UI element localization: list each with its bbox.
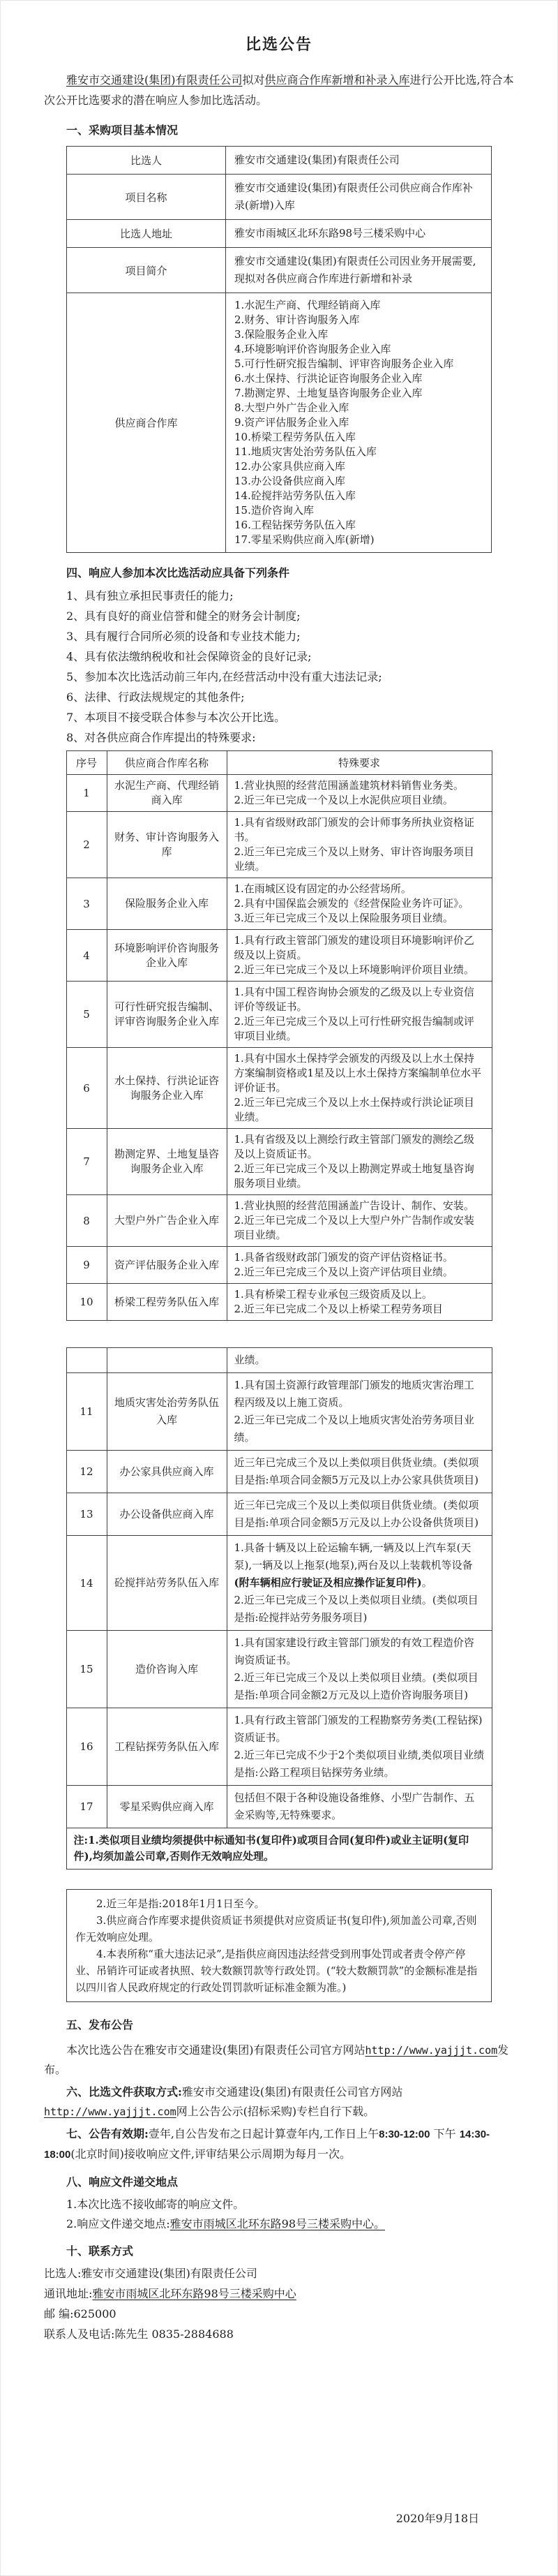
special-requirement-row: [66, 1129, 492, 1195]
morning-hours: 8:30-12:00: [379, 2129, 430, 2140]
page-title: 比选公告: [245, 36, 312, 54]
row-requirement-cell: [227, 1451, 492, 1493]
special-requirement-row: [66, 1493, 492, 1536]
row-seq-cell: 2: [66, 812, 107, 878]
special-requirement-row: [66, 1786, 492, 1828]
requirement-text: 1.营业执照的经营范围涵盖建筑材料销售业务类。: [234, 779, 464, 792]
row-seq-cell: 4: [66, 930, 107, 982]
library-list-item: 16.工程钻探劳务队伍入库: [234, 519, 356, 531]
page-break-gap: [44, 1870, 514, 1889]
library-list-item: 17.零星采购供应商入库(新增): [234, 533, 375, 546]
row-requirement-cell: [227, 775, 492, 812]
requirement-line: [234, 845, 485, 874]
row-requirement-cell: [227, 878, 492, 930]
section6-text-post: 网上公告公示(招标采购)专栏自行下载。: [176, 2105, 375, 2118]
requirement-text: 1.具有国家建设行政主管部门颁发的有效工程造价咨询资质证书。: [234, 1636, 474, 1666]
requirement-text: 2.近三年已完成三个及以上类似项目业绩。(类似项目是指:砼搅拌站劳务服务项目): [234, 1594, 478, 1624]
header-special-requirement: 特殊要求: [227, 751, 492, 775]
requirement-text: 1.具有国土资源行政管理部门颁发的地质灾害治理工程丙级及以上施工资质。: [234, 1379, 474, 1409]
intro-mid-text: 拟对: [242, 73, 265, 87]
requirement-line: [234, 1789, 485, 1824]
library-list-item: 1.水泥生产商、代理经销商入库: [234, 299, 381, 311]
boxed-note-item: 2.近三年是指:2018年1月1日至今。: [96, 1897, 265, 1910]
row-value-address: 雅安市雨城区北环东路98号三楼采购中心: [226, 220, 492, 248]
condition-item: 6、法律、行政法规规定的其他条件;: [66, 690, 245, 704]
row-library-name-cell: 大型户外广告企业入库: [107, 1195, 227, 1247]
contact-address-label: 通讯地址:: [44, 2287, 93, 2300]
special-requirements-table-part1: [66, 750, 492, 1321]
condition-item: 5、参加本次比选活动前三年内,在经营活动中没有重大违法记录;: [66, 670, 382, 683]
row-requirement-cell: [227, 1373, 492, 1451]
requirement-text: 。: [421, 1576, 432, 1589]
row-requirement-cell: [227, 1493, 492, 1536]
row-seq-cell: 3: [66, 878, 107, 930]
special-requirement-row: [66, 812, 492, 878]
requirement-line: [234, 1095, 485, 1125]
condition-item: 8、对各供应商合作库提出的特殊要求:: [66, 731, 256, 744]
contact-address-line: [44, 2284, 514, 2303]
contact-bidder-line: [44, 2264, 514, 2283]
special-requirement-row: [66, 930, 492, 982]
requirement-line: [234, 963, 485, 977]
row-label-address: 比选人地址: [67, 220, 226, 248]
boxed-note-item: 4.本表所称“重大违法记录”,是指供应商因违法经营受到刑事处罚或者责令停产停业、吊销许可证或者执照、较大数额罚款等行政处罚。(“较大数额罚款”的金额标准是指以四川省人民政府规定的行政处罚罚款听证标准金额为准。): [75, 1948, 478, 1994]
library-list-item: 4.环境影响评价咨询服务企业入库: [234, 343, 391, 355]
row-value-project-name: 雅安市交通建设(集团)有限责任公司供应商合作库补录(新增)入库: [226, 175, 492, 220]
row-value-project-intro: 雅安市交通建设(集团)有限责任公司因业务开展需要,现拟对各供应商合作库进行新增和补录: [226, 248, 492, 293]
library-list-item: 10.桥梁工程劳务队伍入库: [234, 431, 356, 443]
website-link[interactable]: http://www.yajjjt.com: [365, 2044, 498, 2057]
requirement-line: [234, 896, 485, 911]
table-header-row: [66, 751, 492, 775]
section6-paragraph: [44, 2082, 514, 2122]
requirement-text: 2.近三年已完成二个及以上地质灾害处治劳务项目业绩。: [234, 1414, 474, 1444]
page-break-gap: [44, 1321, 514, 1345]
contact-zip-value: 625000: [73, 2307, 116, 2320]
row-requirement-cell: [227, 1536, 492, 1631]
afternoon-hours: 14:30-18:00: [44, 2129, 490, 2161]
requirement-text: 1.在雨城区设有固定的办公经营场所。: [234, 882, 412, 895]
table-row: [67, 147, 492, 175]
submission-address-line: [44, 2214, 514, 2234]
special-requirement-row: [66, 1536, 492, 1631]
requirement-text: 2.近三年已完成三个及以上财务、审计咨询服务项目业绩。: [234, 845, 474, 873]
basic-info-table: [66, 146, 492, 553]
table-note-row: [66, 1828, 492, 1870]
header-library-name: 供应商合作库名称: [107, 751, 227, 775]
requirement-line: [234, 1497, 485, 1532]
row-requirement-cell: [227, 1129, 492, 1195]
row-library-name-cell: 水泥生产商、代理经销商入库: [107, 775, 227, 812]
row-seq-cell: 11: [66, 1373, 107, 1451]
row-library-name-cell: 水土保持、行洪论证咨询服务企业入库: [107, 1048, 227, 1129]
boxed-note-item: 3.供应商合作库要求提供资质证书须提供对应资质证书(复印件),须加盖公司章,否则作无效响应处理。: [75, 1914, 477, 1944]
section7-text-1: 壹年,自公告发布之日起计算壹年内,工作日上午: [148, 2127, 379, 2140]
library-list-item: 3.保险服务企业入库: [234, 328, 329, 341]
requirement-text: 2.近三年已完成一个及以上水泥供应项目业绩。: [234, 794, 453, 806]
row-library-name-cell: 办公家具供应商入库: [107, 1451, 227, 1493]
condition-item: 7、本项目不接受联合体参与本次公开比选。: [66, 711, 286, 724]
special-requirement-row: [66, 982, 492, 1048]
row-library-name-cell: 地质灾害处治劳务队伍入库: [107, 1373, 227, 1451]
section5-text: 本次比选公告在雅安市交通建设(集团)有限责任公司官方网站: [66, 2043, 365, 2057]
requirement-text: 2.近三年已完成三个及以上可行性研究报告编制或评审项目业绩。: [234, 1015, 474, 1042]
requirement-line: [234, 911, 485, 926]
row-seq-cell: 5: [66, 982, 107, 1048]
row-library-name-cell: 零星采购供应商入库: [107, 1786, 227, 1828]
row-library-name-cell: 砼搅拌站劳务队伍入库: [107, 1536, 227, 1631]
row-label-project-name: 项目名称: [67, 175, 226, 220]
library-list-item: 13.办公设备供应商入库: [234, 475, 345, 487]
row-seq-cell: 7: [66, 1129, 107, 1195]
section5-paragraph: [44, 2041, 514, 2080]
requirement-text: 2.近三年已完成三个及以上环境影响评价项目业绩。: [234, 963, 474, 976]
row-library-name-cell: 保险服务企业入库: [107, 878, 227, 930]
special-requirement-row: [66, 1048, 492, 1129]
contact-bidder-value: 雅安市交通建设(集团)有限责任公司: [81, 2267, 257, 2280]
row-requirement-cell: [227, 982, 492, 1048]
requirement-text: 业绩。: [234, 1354, 266, 1366]
requirement-text: 3.近三年已完成三个及以上保险服务项目业绩。: [234, 912, 453, 924]
requirement-line: [234, 985, 485, 1014]
section7-paragraph: [44, 2124, 514, 2165]
requirement-line: [234, 1162, 485, 1191]
requirement-text: 2.具有中国保监会颁发的《经营保险业务许可证》。: [234, 897, 469, 910]
requirement-text: (附车辆相应行驶证及相应操作证复印件): [234, 1576, 422, 1589]
library-list-item: 14.砼搅拌站劳务队伍入库: [234, 489, 356, 502]
row-requirement-cell: [227, 1786, 492, 1828]
requirement-text: 1.具有中国工程咨询协会颁发的乙级及以上专业资信评价等级证书。: [234, 986, 474, 1013]
special-requirement-row: [66, 1451, 492, 1493]
website-link[interactable]: http://www.yajjjt.com: [44, 2105, 176, 2118]
requirement-text: 2.近三年已完成三个及以上水土保持或行洪论证项目业绩。: [234, 1096, 474, 1123]
row-requirement-cell: [227, 1631, 492, 1708]
condition-item: 1、具有独立承担民事责任的能力;: [66, 589, 234, 602]
row-seq-cell: 14: [66, 1536, 107, 1631]
requirement-line: [234, 1132, 485, 1162]
special-requirement-row: [66, 1247, 492, 1284]
requirement-line: [234, 1213, 485, 1243]
requirement-line: [234, 1669, 485, 1704]
requirement-line: [234, 1302, 485, 1317]
requirement-line: [234, 1352, 485, 1369]
requirement-text: 1.具有行政主管部门颁发的建设项目环境影响评价乙级及以上资质。: [234, 934, 474, 961]
special-requirement-row: [66, 1348, 492, 1373]
requirement-line: [234, 1377, 485, 1412]
special-requirement-row: [66, 1195, 492, 1247]
special-requirements-table-part2: [66, 1347, 492, 1870]
requirement-text: 1.具有省级及以上测绘行政主管部门颁发的测绘乙级及以上资质证书。: [234, 1133, 474, 1160]
requirement-line: [234, 1539, 485, 1592]
requirement-text: 2.近三年已完成二个及以上桥梁工程劳务项目: [234, 1303, 443, 1315]
requirement-text: 近三年已完成三个及以上类似项目供货业绩。(类似项目是指:单项合同金额5万元及以上办公家具供货项目): [234, 1456, 479, 1486]
submission-note: 1.本次比选不接收邮寄的响应文件。: [66, 2198, 245, 2211]
conditions-list: [44, 589, 514, 745]
row-seq-cell: 9: [66, 1247, 107, 1284]
row-label-project-intro: 项目简介: [67, 248, 226, 293]
requirement-line: [234, 1287, 485, 1302]
table-row: [67, 248, 492, 293]
requirement-line: [234, 1265, 485, 1280]
requirement-text: 1.具备十辆及以上砼运输车辆,一辆及以上汽车泵(天泵),一辆及以上拖泵(地泵),两台及以上装载机等设备: [234, 1541, 473, 1571]
row-seq-cell: 1: [66, 775, 107, 812]
library-list-item: 5.可行性研究报告编制、评审咨询服务企业入库: [234, 357, 454, 370]
section10-heading: 十、联系方式: [66, 2244, 134, 2258]
requirement-line: [234, 778, 485, 793]
requirement-line: [234, 933, 485, 963]
section6-heading: 六、比选文件获取方式:: [66, 2085, 182, 2098]
row-seq-cell: 8: [66, 1195, 107, 1247]
section8-heading: 八、响应文件递交地点: [66, 2175, 179, 2189]
row-library-name-cell: 工程钻探劳务队伍入库: [107, 1708, 227, 1786]
row-seq-cell: 15: [66, 1631, 107, 1708]
intro-company-name: 雅安市交通建设(集团)有限责任公司: [66, 73, 243, 87]
row-seq-cell: 12: [66, 1451, 107, 1493]
section5-heading: 五、发布公告: [66, 2018, 134, 2031]
row-requirement-cell: [227, 1708, 492, 1786]
special-requirement-row: [66, 1708, 492, 1786]
row-label-bidder: 比选人: [67, 147, 226, 175]
row-seq-cell: 10: [66, 1284, 107, 1321]
requirement-text: 2.近三年已完成三个及以上类似项目业绩。(类似项目是指:单项合同金额2万元及以上造价咨询服务项目): [234, 1671, 478, 1701]
special-requirement-row: [66, 1284, 492, 1321]
library-list-item: 9.资产评估服务企业入库: [234, 416, 349, 429]
contact-bidder-label: 比选人:: [44, 2267, 82, 2280]
requirement-text: 2.近三年已完成二个及以上大型户外广告制作或安装项目业绩。: [234, 1214, 474, 1241]
row-library-name-cell: 环境影响评价咨询服务企业入库: [107, 930, 227, 982]
library-list-item: 2.财务、审计咨询服务入库: [234, 313, 360, 326]
row-requirement-cell: [227, 1048, 492, 1129]
table-row: [67, 220, 492, 248]
intro-paragraph: [44, 70, 514, 110]
submission-address: 雅安市雨城区北环东路98号三楼采购中心。: [169, 2217, 386, 2230]
requirement-line: [234, 793, 485, 808]
section4-heading: 四、响应人参加本次比选活动应具备下列条件: [66, 566, 290, 579]
submission-address-label: 2.响应文件递交地点:: [66, 2217, 170, 2230]
row-seq-cell: 6: [66, 1048, 107, 1129]
table-row: [67, 293, 492, 553]
announcement-date: 2020年9月18日: [395, 2512, 479, 2525]
intro-rest-text: 进行公开比选,符合本次公开比选要求的潜在响应人参加比选活动。: [44, 73, 514, 107]
requirement-text: 1.具有省级财政部门颁发的会计师事务所执业资格证书。: [234, 816, 474, 843]
requirement-line: [234, 1592, 485, 1627]
special-requirement-row: [66, 1631, 492, 1708]
header-seq: 序号: [66, 751, 107, 775]
library-list-item: 8.大型户外广告企业入库: [234, 401, 349, 414]
special-requirement-row: [66, 775, 492, 812]
requirement-line: [234, 1747, 485, 1782]
row-value-bidder: 雅安市交通建设(集团)有限责任公司: [226, 147, 492, 175]
requirement-text: 2.近三年已完成不少于2个类似项目业绩,类似项目业绩是指:公路工程项目钻探劳务业绩。: [234, 1749, 485, 1779]
contact-address-value: 雅安市雨城区北环东路98号三楼采购中心: [92, 2287, 296, 2300]
requirement-text: 2.近三年已完成三个及以上资产评估项目业绩。: [234, 1266, 453, 1278]
requirement-text: 1.具备省级财政部门颁发的资产评估资格证书。: [234, 1251, 453, 1264]
requirement-text: 近三年已完成三个及以上类似项目供货业绩。(类似项目是指:单项合同金额5万元及以上办公设备供货项目): [234, 1499, 479, 1529]
library-list-item: 12.办公家具供应商入库: [234, 460, 345, 473]
row-library-name-cell: 造价咨询入库: [107, 1631, 227, 1708]
supplier-library-list: [226, 293, 492, 553]
table-note-cell: 注:1.类似项目业绩均须提供中标通知书(复印件)或项目合同(复印件)或业主证明(复印件),均须加盖公司章,否则作无效响应处理。: [66, 1828, 492, 1870]
section6-text: 雅安市交通建设(集团)有限责任公司官方网站: [181, 2085, 403, 2098]
requirement-line: [234, 1051, 485, 1095]
row-requirement-cell: [227, 1247, 492, 1284]
contact-person-value: 陈先生 0835-2884688: [114, 2327, 234, 2341]
requirement-text: 包括但不限于各种设施设备维修、小型广告制作、五金采购等,无特殊要求。: [234, 1791, 475, 1821]
contact-person-line: [44, 2325, 514, 2344]
contact-zip-label: 邮 编:: [44, 2307, 74, 2320]
library-list-item: 11.地质灾害处治劳务队伍入库: [234, 445, 377, 458]
row-library-name-cell: 桥梁工程劳务队伍入库: [107, 1284, 227, 1321]
library-list-item: 15.造价咨询入库: [234, 504, 314, 517]
row-library-name-cell: 可行性研究报告编制、评审咨询服务企业入库: [107, 982, 227, 1048]
requirement-line: [234, 1412, 485, 1446]
row-requirement-cell: [227, 1284, 492, 1321]
row-library-name-cell: [107, 1348, 227, 1373]
library-list-item: 6.水土保持、行洪论证咨询服务企业入库: [234, 372, 423, 385]
requirement-text: 2.近三年已完成三个及以上勘测定界或土地复垦咨询服务项目业绩。: [234, 1162, 474, 1190]
table-row: [67, 175, 492, 220]
notes-box: [66, 1889, 492, 2002]
row-library-name-cell: 财务、审计咨询服务入库: [107, 812, 227, 878]
row-library-name-cell: 资产评估服务企业入库: [107, 1247, 227, 1284]
row-seq-cell: 16: [66, 1708, 107, 1786]
row-requirement-cell: [227, 1348, 492, 1373]
requirement-line: [234, 1199, 485, 1213]
section7-heading: 七、公告有效期:: [66, 2127, 149, 2140]
special-requirement-row: [66, 1373, 492, 1451]
contact-person-label: 联系人及电话:: [44, 2327, 115, 2341]
requirement-text: 1.营业执照的经营范围涵盖广告设计、制作、安装。: [234, 1199, 474, 1212]
row-library-name-cell: 办公设备供应商入库: [107, 1493, 227, 1536]
special-table-body-2: [66, 1348, 492, 1870]
row-requirement-cell: [227, 812, 492, 878]
row-requirement-cell: [227, 1195, 492, 1247]
special-table-body-1: [66, 775, 492, 1321]
row-seq-cell: [66, 1348, 107, 1373]
condition-item: 2、具有良好的商业信誉和健全的财务会计制度;: [66, 609, 301, 623]
condition-item: 3、具有履行合同所必须的设备和专业技术能力;: [66, 630, 301, 643]
row-label-supplier-library: 供应商合作库: [67, 293, 226, 553]
section1-heading: 一、采购项目基本情况: [66, 124, 179, 137]
requirement-line: [234, 1712, 485, 1747]
special-requirement-row: [66, 878, 492, 930]
requirement-text: 1.具有行政主管部门颁发的工程勘察劳务类(工程钻探)资质证书。: [234, 1714, 483, 1744]
row-requirement-cell: [227, 930, 492, 982]
requirement-text: 1.具有中国水土保持学会颁发的丙级及以上水土保持方案编制资格或1星及以上水土保持方案编制单位水平评价证书。: [234, 1052, 482, 1094]
section7-text-2: 下午: [430, 2127, 460, 2140]
intro-library-phrase: 供应商合作库新增和补录入库: [264, 73, 410, 87]
requirement-line: [234, 1454, 485, 1489]
library-list-item: 7.勘测定界、土地复垦咨询服务企业入库: [234, 387, 423, 399]
requirement-line: [234, 1014, 485, 1044]
section7-text-3: (北京时间)接收响应文件,评审结果公示周期为每月一次。: [70, 2147, 351, 2161]
row-seq-cell: 17: [66, 1786, 107, 1828]
requirement-line: [234, 882, 485, 896]
row-seq-cell: 13: [66, 1493, 107, 1536]
section5-text-post: 发布。: [44, 2043, 509, 2076]
condition-item: 4、具有依法缴纳税收和社会保障资金的良好记录;: [66, 650, 312, 663]
requirement-text: 1.具有桥梁工程专业承包三级资质及以上。: [234, 1288, 432, 1301]
requirement-line: [234, 1250, 485, 1265]
row-library-name-cell: 勘测定界、土地复垦咨询服务企业入库: [107, 1129, 227, 1195]
requirement-line: [234, 1634, 485, 1669]
contact-zip-line: [44, 2304, 514, 2323]
requirement-line: [234, 815, 485, 845]
